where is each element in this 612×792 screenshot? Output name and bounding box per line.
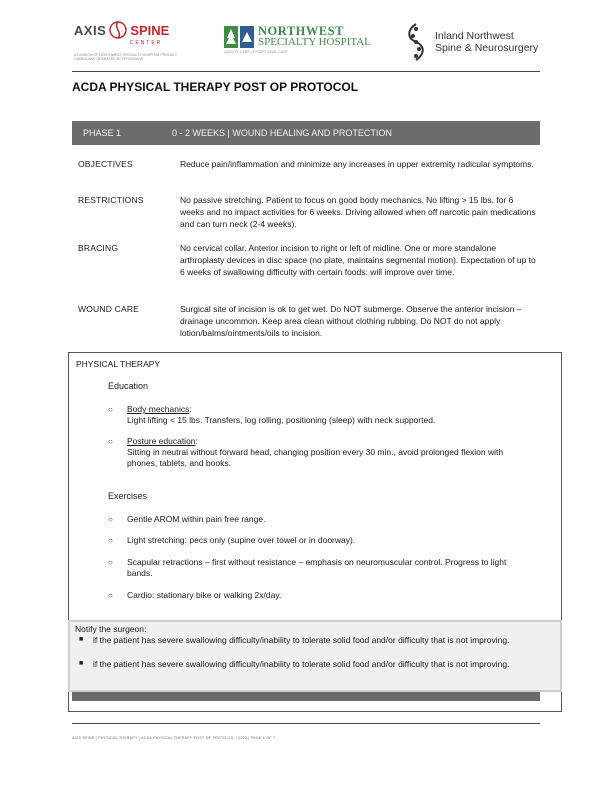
spine-column-icon — [403, 22, 429, 62]
education-item-title: Body mechanics — [127, 404, 190, 414]
list-item — [79, 635, 553, 646]
bracing-label: BRACING — [78, 243, 119, 253]
northwest-hospital-logo — [224, 26, 384, 60]
circle-bullet-icon: ○ — [108, 515, 113, 524]
inland-logo-line1: Inland Northwest — [435, 30, 514, 42]
mountain-icon — [240, 26, 254, 48]
inland-logo-line2: Spine & Neurosurgery — [435, 42, 539, 54]
circle-bullet-icon: ○ — [108, 437, 113, 446]
phase-label: PHASE 1 — [83, 128, 122, 138]
tree-icon — [224, 26, 238, 48]
page-title: ACDA PHYSICAL THERAPY POST OP PROTOCOL — [72, 80, 359, 94]
phase-description: 0 - 2 WEEKS | WOUND HEALING AND PROTECTION — [172, 128, 392, 138]
objectives-text: Reduce pain/inflammation and minimize any increases in upper extremity radicular symptoms. — [180, 159, 534, 169]
education-heading: Education — [108, 381, 149, 391]
list-item — [79, 659, 553, 670]
physical-therapy-title: PHYSICAL THERAPY — [76, 359, 161, 369]
spine-swirl-icon — [108, 20, 128, 40]
square-bullet-icon: ■ — [79, 636, 84, 643]
axis-logo-center: CENTER — [129, 40, 163, 46]
northwest-logo-tagline: QUALITY CARE • EXCEPTIONAL CARE — [224, 50, 288, 54]
wound-care-text: Surgical site of incision is ok to get wet. Do NOT submerge. Observe the anterior incision – drainage uncommon. Keep area clean without clothing rubbing. Do NOT do not apply lotion/balms/ointments/oils to incision. — [180, 304, 522, 338]
header-divider — [72, 71, 540, 72]
education-item-text: Light lifting < 15 lbs. Transfers, log rolling, positioning (sleep) with neck supported. — [127, 415, 436, 425]
education-item-title: Posture education — [127, 436, 196, 446]
circle-bullet-icon: ○ — [108, 558, 113, 567]
restrictions-label: RESTRICTIONS — [78, 195, 144, 205]
notify-item-text: if the patient has severe swallowing difficulty/inability to tolerate solid food and/or difficulty that is not improving. — [93, 635, 510, 645]
axis-logo-word: AXIS — [74, 22, 107, 38]
notify-surgeon-popup[interactable] — [68, 620, 562, 692]
exercise-item-text: Light stretching: pecs only (supine over towel or in doorway). — [127, 535, 356, 545]
square-bullet-icon: ■ — [79, 660, 84, 667]
bracing-text: No cervical collar. Anterior incision to right or left of midline. One or more standalone arthroplasty devices in disc space (no plate, maintains segmental motion). Expectation of up to 6 weeks of swallowing difficulty with certain foods: will improve over time. — [180, 243, 536, 277]
objectives-label: OBJECTIVES — [78, 159, 133, 169]
axis-logo-spine: SPINE — [130, 22, 170, 38]
notify-surgeon-heading: Notify the surgeon: — [75, 624, 147, 634]
restrictions-text: No passive stretching. Patient to focus on good body mechanics. No lifting > 15 lbs. for 6 weeks and no impact activities for 6 weeks. Driving allowed when off narcotic pain medications and can turn neck (2-4 weeks). — [180, 195, 536, 229]
exercise-item-text: Scapular retractions – first without resistance – emphasis on neuromuscular control. Progress to light bands. — [127, 557, 507, 578]
northwest-logo-line2: SPECIALTY HOSPITAL — [258, 36, 371, 48]
axis-spine-logo — [74, 20, 178, 64]
notify-item-text: if the patient has severe swallowing difficulty/inability to tolerate solid food and/or difficulty that is not improving. — [93, 659, 510, 669]
circle-bullet-icon: ○ — [108, 405, 113, 414]
inland-northwest-logo — [403, 22, 553, 64]
circle-bullet-icon: ○ — [108, 591, 113, 600]
northwest-logo-line1: NORTHWEST — [258, 24, 345, 38]
exercise-item-text: Cardio: stationary bike or walking 2x/day. — [127, 590, 282, 600]
phase-header-bar — [72, 121, 540, 145]
wound-care-label: WOUND CARE — [78, 304, 140, 314]
footer-divider — [72, 723, 540, 724]
axis-logo-tagline: A DIVISION OF NORTHWEST SPECIALTY HOSPITAL PROUDLY OWNED AND OPERATED BY PHYSICIANS — [74, 53, 178, 61]
education-item-text: Sitting in neutral without forward head, changing position every 30 min., avoid prolonged flexion with phones, tablets, and books. — [127, 447, 504, 468]
page-footer: AXIS SPINE | PHYSICAL THERAPY | ACDA PHYSICAL THERAPY POST OP PROTOCOL | 2023 | PAGE 1 OF 7 — [72, 736, 276, 740]
exercises-heading: Exercises — [108, 491, 148, 501]
exercise-item-text: Gentle AROM within pain free range. — [127, 514, 266, 524]
circle-bullet-icon: ○ — [108, 536, 113, 545]
